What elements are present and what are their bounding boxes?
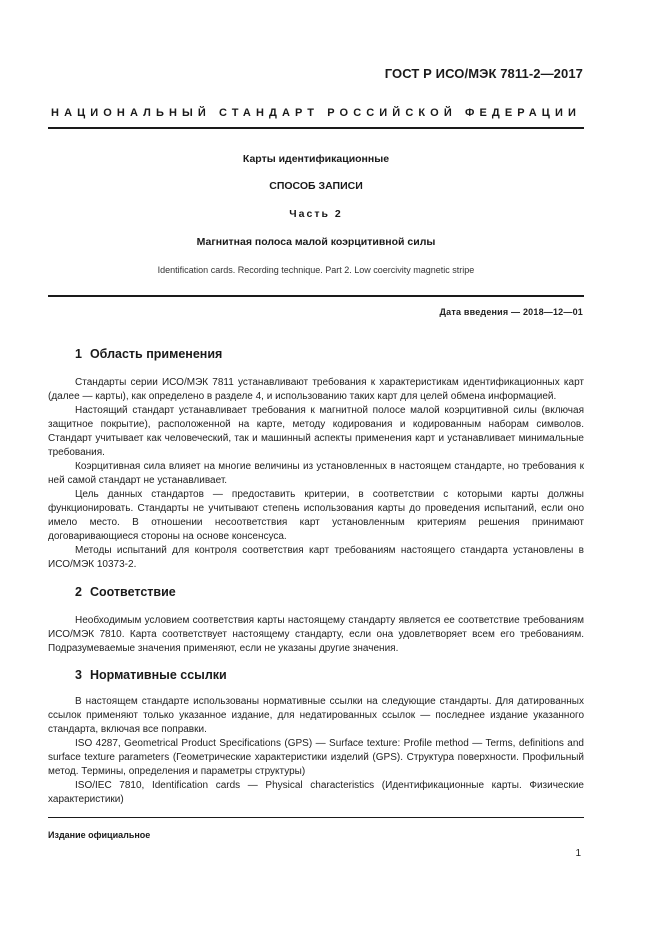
- section-number: 3: [75, 668, 82, 682]
- paragraph: Коэрцитивная сила влияет на многие величины из установленных в настоящем стандарте, но требования к ней самой стандарт не устанавливает.: [48, 461, 584, 486]
- top-rule: [48, 127, 584, 129]
- paragraph: Стандарты серии ИСО/МЭК 7811 устанавливают требования к характеристикам идентификационных карт (далее — карты), как определено в разделе 4, и использованию таких карт для целей обмена информацией.: [48, 377, 584, 402]
- paragraph: ISO 4287, Geometrical Product Specifications (GPS) — Surface texture: Profile method — Terms, definitions and surface texture parameters (Геометрические характеристики изделий (GPS). Структура поверхности. Профильный метод. Термины, определения и параметры структуры): [48, 738, 584, 777]
- section-number: 1: [75, 347, 82, 361]
- introduction-date: Дата введения — 2018—12—01: [439, 307, 583, 317]
- standard-code: ГОСТ Р ИСО/МЭК 7811-2—2017: [384, 66, 583, 81]
- page-number: 1: [575, 848, 581, 859]
- section-number: 2: [75, 585, 82, 599]
- title-line-1: Карты идентификационные: [242, 153, 390, 165]
- section-normative-references: [48, 667, 584, 807]
- paragraph: Настоящий стандарт устанавливает требования к магнитной полосе малой коэрцитивной силы (включая защитное покрытие), расположенной на карте, методу кодирования и кодированным наборам символов. Стандарт учитывает как человеческий, так и машинный аспекты применения карт и устанавливает минимальные требования.: [48, 405, 584, 458]
- section-scope: [48, 346, 584, 572]
- title-part: Часть 2: [289, 208, 343, 220]
- section-conformance: [48, 584, 584, 656]
- national-standard-banner: НАЦИОНАЛЬНЫЙ СТАНДАРТ РОССИЙСКОЙ ФЕДЕРАЦИИ: [51, 107, 581, 119]
- title-line-2: СПОСОБ ЗАПИСИ: [269, 180, 363, 192]
- paragraph: ISO/IEC 7810, Identification cards — Physical characteristics (Идентификационные карты. Физические характеристики): [48, 780, 584, 805]
- official-edition-note: Издание официальное: [48, 830, 151, 840]
- paragraph: Необходимым условием соответствия карты настоящему стандарту является ее соответствие требованиям ИСО/МЭК 7810. Карта соответствует настоящему стандарту, если она удовлетворяет всем его требованиям. Подразумеваемые значения применяют, если не указаны другие значения.: [48, 615, 584, 654]
- section-title: Соответствие: [89, 585, 176, 599]
- title-rule: [48, 295, 584, 297]
- section-heading: [75, 584, 584, 600]
- paragraph: Цель данных стандартов — предоставить критерии, в соответствии с которыми карты должны функционировать. Стандарты не учитывают степень использования карты до проведения испытаний, если оно имело место. В отношении несоответствия карт установленным критериям решения принимают договаривающиеся стороны на основе консенсуса.: [48, 489, 584, 542]
- section-title: Область применения: [89, 347, 223, 361]
- paragraph: Методы испытаний для контроля соответствия карт требованиям настоящего стандарта установлены в ИСО/МЭК 10373-2.: [48, 545, 584, 570]
- paragraph: В настоящем стандарте использованы нормативные ссылки на следующие стандарты. Для датированных ссылок применяют только указанное издание, для недатированных ссылок — последнее издание указанного стандарта, включая все поправки.: [48, 696, 584, 735]
- title-subject: Магнитная полоса малой коэрцитивной силы: [196, 236, 436, 248]
- section-title: Нормативные ссылки: [89, 668, 227, 682]
- section-heading: [75, 667, 584, 683]
- section-heading: [75, 346, 584, 362]
- title-english: Identification cards. Recording technique. Part 2. Low coercivity magnetic stripe: [157, 265, 475, 275]
- footer-rule: [48, 817, 584, 818]
